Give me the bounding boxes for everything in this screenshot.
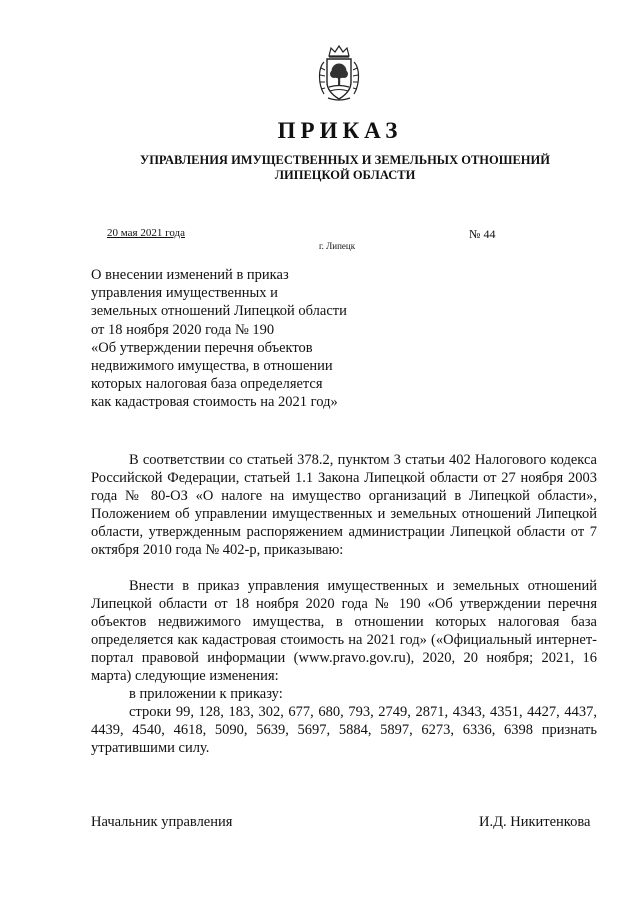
subject-line: от 18 ноября 2020 года № 190 [91, 321, 275, 338]
order-subitem-rows: строки 99, 128, 183, 302, 677, 680, 793, 2749, 2871, 4343, 4351, 4427, 4437, 4439, 4540, 4618, 5090, 5639, 5697, 5884, 5897, 6273, 6336, 6398 признать утратившими силу. [91, 704, 597, 756]
subject-line: как кадастровая стоимость на 2021 год» [91, 394, 338, 411]
preamble-section [91, 451, 597, 559]
order-paragraph: Внести в приказ управления имущественных и земельных отношений Липецкой области от 18 ноября 2020 года № 190 «Об утверждении перечня объектов недвижимого имущества, в отношении которых налоговая база определяется как кадастровая стоимость на 2021 год» («Официальный интернет-портал правовой информации (www.pravo.gov.ru), 2020, 20 ноября; 2021, 16 марта) следующие изменения: [91, 578, 597, 684]
order-section [91, 577, 597, 757]
issuing-authority [0, 153, 640, 183]
document-number: № 44 [469, 227, 496, 241]
order-subitem: в приложении к приказу: [129, 686, 283, 702]
coat-of-arms-icon [316, 44, 362, 102]
authority-line-1: УПРАВЛЕНИЯ ИМУЩЕСТВЕННЫХ И ЗЕМЕЛЬНЫХ ОТНОШЕНИЙ [140, 153, 550, 167]
subject-line: О внесении изменений в приказ [91, 267, 289, 283]
signer-name: И.Д. Никитенкова [479, 814, 591, 830]
subject-line: которых налоговая база определяется [91, 376, 323, 393]
subject-line: управления имущественных и [91, 285, 278, 302]
authority-line-2: ЛИПЕЦКОЙ ОБЛАСТИ [274, 168, 416, 182]
subject-line: «Об утверждении перечня объектов [91, 339, 313, 356]
document-title: ПРИКАЗ [277, 118, 403, 143]
preamble-paragraph: В соответствии со статьей 378.2, пунктом 3 статьи 402 Налогового кодекса Российской Федерации, статьей 1.1 Закона Липецкой области от 27 ноября 2003 года № 80-ОЗ «О налоге на имущество организаций в Липецкой области», Положением об управлении имущественных и земельных отношений Липецкой области, утвержденным распоряжением администрации Липецкой области от 7 октября 2010 года № 402-р, приказываю: [91, 452, 597, 558]
signer-position: Начальник управления [91, 814, 233, 830]
subject-line: земельных отношений Липецкой области [91, 303, 347, 320]
document-city: г. Липецк [319, 241, 356, 251]
subject-line: недвижимого имущества, в отношении [91, 358, 333, 375]
document-subject [91, 266, 381, 412]
document-date: 20 мая 2021 года [107, 227, 185, 239]
